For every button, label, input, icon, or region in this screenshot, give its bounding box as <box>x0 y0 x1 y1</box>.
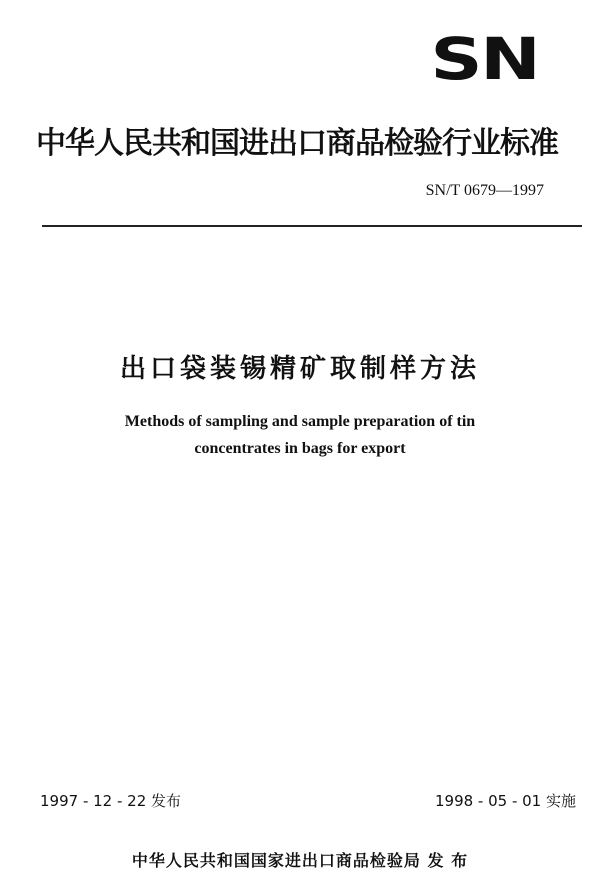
issuing-authority: 中华人民共和国国家进出口商品检验局 发 布 <box>131 851 469 870</box>
english-title-line-2: concentrates in bags for export <box>194 440 406 457</box>
sn-logo: SN <box>430 25 538 93</box>
document-title-chinese: 出口袋装锡精矿取制样方法 <box>119 354 480 384</box>
english-title-line-1: Methods of sampling and sample preparation of tin <box>124 413 476 430</box>
effective-date: 1998 - 05 - 01 实施 <box>434 792 576 810</box>
industry-standard-heading: 中华人民共和国进出口商品检验行业标准 <box>36 126 558 161</box>
standard-code: SN/T 0679—1997 <box>425 182 544 199</box>
header-divider <box>42 225 582 227</box>
document-title-english <box>60 408 540 462</box>
issue-date: 1997 - 12 - 22 发布 <box>40 792 182 810</box>
